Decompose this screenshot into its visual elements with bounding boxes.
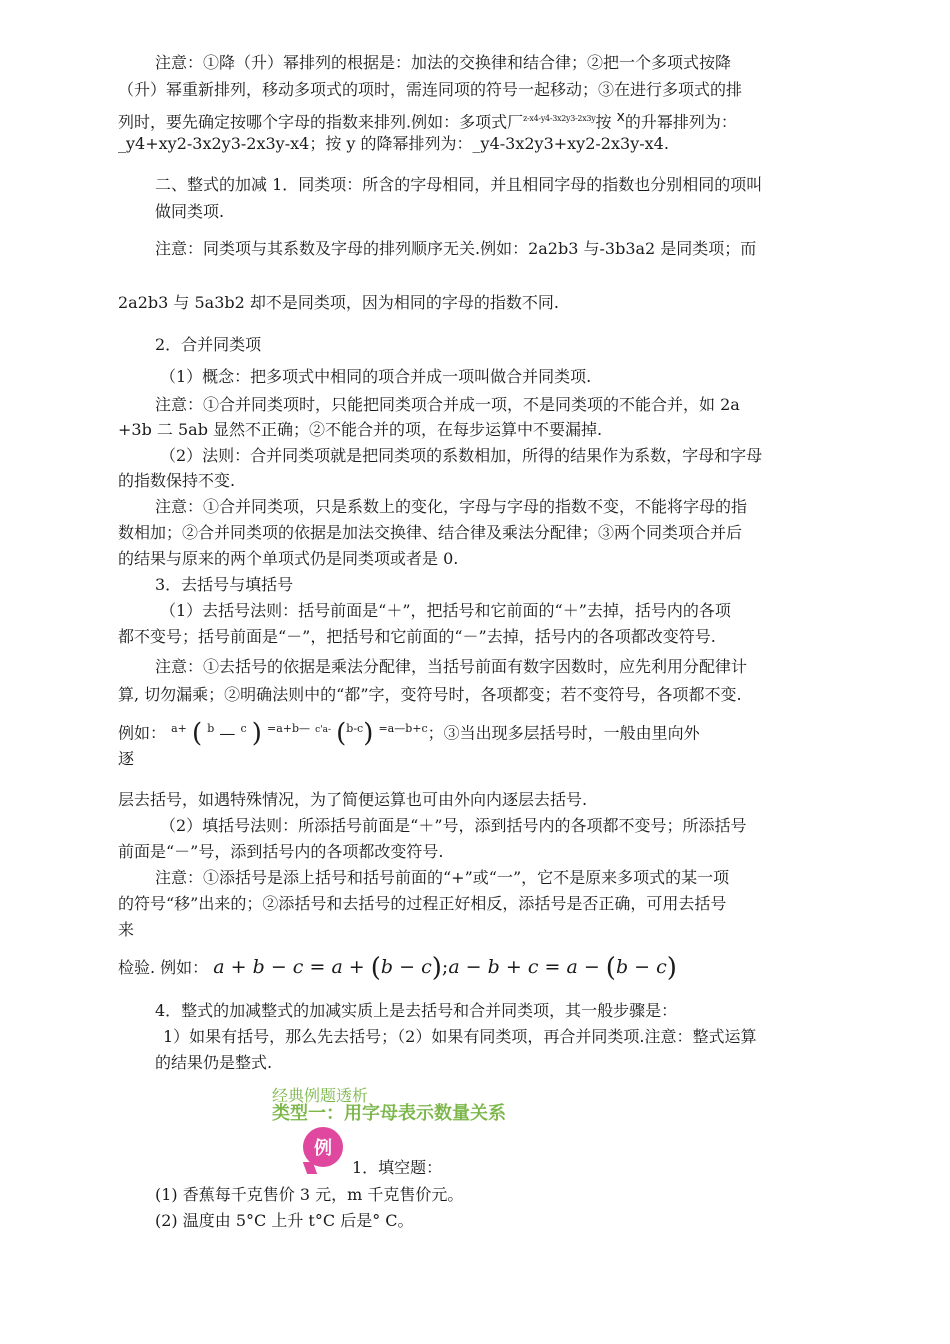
text-line: 4．整式的加减整式的加减实质上是去括号和合并同类项，其一般步骤是： bbox=[155, 1001, 678, 1020]
text-line: （2）填括号法则：所添括号前面是“＋”号，添到括号内的各项都不变号；所添括号 bbox=[160, 816, 747, 835]
text-line: 来 bbox=[118, 920, 135, 939]
variable-x: x bbox=[616, 109, 625, 125]
polynomial-expression: z-x4-y4-3x2y3-2x3y bbox=[523, 114, 596, 123]
right-paren: ) bbox=[251, 718, 262, 749]
math-fragment: b-c bbox=[346, 722, 364, 735]
text-line: 二、整式的加减 1．同类项：所含的字母相同，并且相同字母的指数也分别相同的项叫 bbox=[155, 175, 763, 194]
text-fragment: 的升幂排列为： bbox=[624, 112, 737, 132]
question-title: 1．填空题： bbox=[352, 1158, 443, 1177]
text-fragment: 列时，要先确定按哪个字母的指数来排列.例如：多项式厂 bbox=[118, 112, 524, 132]
text-line: 2a2b3 与 5a3b2 却不是同类项，因为相同的字母的指数不同. bbox=[118, 293, 559, 312]
math-formula: a + b − c = a + (b − c);a − b + c = a − (b − c) bbox=[213, 953, 677, 983]
text-line: 注意：①降（升）幂排列的根据是：加法的交换律和结合律；②把一个多项式按降 bbox=[155, 53, 732, 72]
example-line bbox=[118, 714, 700, 748]
text-line: 数相加；②合并同类项的依据是加法交换律、结合律及乘法分配律；③两个同类项合并后 bbox=[118, 523, 743, 542]
question-item: (1) 香蕉每千克售价 3 元，m 千克售价元。 bbox=[155, 1185, 464, 1204]
example-line bbox=[118, 952, 677, 983]
math-fragment: b bbox=[207, 722, 215, 735]
example-badge bbox=[303, 1127, 343, 1167]
text-line: _y4+xy2-3x2y3-2x3y-x4；按 y 的降幂排列为：_y4-3x2y3+xy2-2x3y-x4. bbox=[118, 134, 669, 153]
text-line: 注意：①合并同类项，只是系数上的变化，字母与字母的指数不变，不能将字母的指 bbox=[155, 497, 748, 516]
text-line: 做同类项. bbox=[155, 202, 225, 221]
text-line: 注意：①去括号的依据是乘法分配律，当括号前面有数字因数时，应先利用分配律计 bbox=[155, 657, 748, 676]
text-line: 逐 bbox=[118, 749, 135, 768]
text-line: 层去括号，如遇特殊情况，为了简便运算也可由外向内逐层去括号. bbox=[118, 790, 588, 809]
text-line: （2）法则：合并同类项就是把同类项的系数相加，所得的结果作为系数，字母和字母 bbox=[160, 446, 763, 465]
text-line: +3b 二 5ab 显然不正确；②不能合并的项，在每步运算中不要漏掉. bbox=[118, 420, 603, 439]
question-item: (2) 温度由 5°C 上升 t°C 后是° C。 bbox=[155, 1211, 414, 1230]
text-line: 都不变号；括号前面是“－”，把括号和它前面的“－”去掉，括号内的各项都改变符号. bbox=[118, 627, 716, 646]
text-line: （1）概念：把多项式中相同的项合并成一项叫做合并同类项. bbox=[160, 367, 592, 386]
right-paren: ) bbox=[363, 718, 374, 749]
example-badge-label: 例 bbox=[314, 1138, 332, 1159]
text-line: 算, 切勿漏乘；②明确法则中的“都”字，变符号时，各项都变；若不变符号，各项都不变. bbox=[118, 685, 742, 704]
math-fragment: — bbox=[219, 723, 236, 743]
text-line: 的结果与原来的两个单项式仍是同类项或者是 0. bbox=[118, 549, 459, 568]
text-line: 注意：同类项与其系数及字母的排列顺序无关.例如：2a2b3 与-3b3a2 是同类项；而 bbox=[155, 239, 757, 258]
left-paren: ( bbox=[336, 718, 347, 749]
math-fragment: c'a- bbox=[315, 725, 332, 735]
text-line bbox=[118, 106, 737, 133]
section-title: 经典例题透析 bbox=[272, 1086, 369, 1105]
left-paren: ( bbox=[191, 718, 203, 749]
text-line: 1）如果有括号，那么先去括号；（2）如果有同类项，再合并同类项.注意：整式运算 bbox=[163, 1027, 757, 1046]
text-line: 注意：①合并同类项时，只能把同类项合并成一项，不是同类项的不能合并，如 2a bbox=[155, 395, 740, 414]
text-line: 的符号“移”出来的；②添括号和去括号的过程正好相反，添括号是否正确，可用去括号 bbox=[118, 894, 727, 913]
text-line: （1）去括号法则：括号前面是“＋”，把括号和它前面的“＋”去掉，括号内的各项 bbox=[160, 601, 731, 620]
text-line: （升）幂重新排列，移动多项式的项时，需连同项的符号一起移动；③在进行多项式的排 bbox=[118, 80, 743, 99]
section-heading: 2．合并同类项 bbox=[155, 335, 262, 354]
text-line: 的指数保持不变. bbox=[118, 471, 236, 490]
text-fragment: ；③当出现多层括号时，一般由里向外 bbox=[427, 723, 700, 743]
math-fragment: a+ bbox=[171, 722, 187, 735]
text-fragment: 检验. 例如： bbox=[118, 958, 209, 977]
text-fragment: 例如： bbox=[118, 723, 167, 743]
math-fragment: c bbox=[240, 722, 247, 735]
text-line: 注意：①添括号是添上括号和括号前面的“+”或“一”，它不是原来多项式的某一项 bbox=[155, 868, 730, 887]
text-fragment: 按 bbox=[595, 112, 612, 132]
math-fragment: =a—b+c bbox=[378, 722, 428, 735]
math-fragment: =a+b— bbox=[266, 722, 311, 735]
type-heading: 类型一：用字母表示数量关系 bbox=[272, 1103, 506, 1124]
text-line: 前面是“－”号，添到括号内的各项都改变符号. bbox=[118, 842, 444, 861]
section-heading: 3．去括号与填括号 bbox=[155, 575, 294, 594]
text-line: 的结果仍是整式. bbox=[155, 1053, 273, 1072]
